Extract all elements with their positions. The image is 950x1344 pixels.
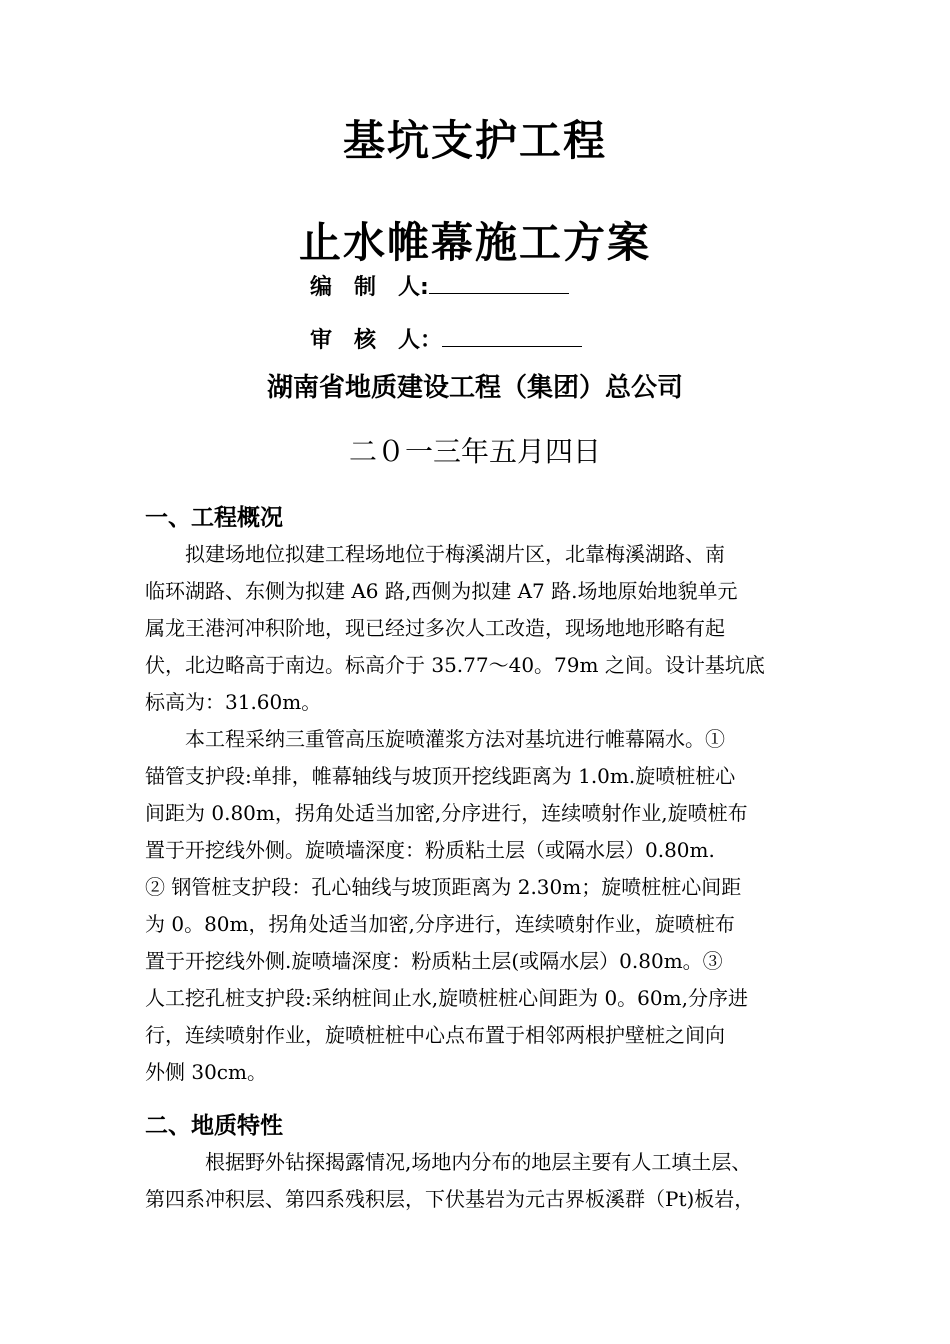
section-heading-geology: 二、地质特性 <box>145 1113 283 1139</box>
paragraph-line: 属龙王港河冲积阶地，现已经过多次人工改造，现场地地形略有起 <box>145 616 725 640</box>
paragraph-line: 置于开挖线外侧.旋喷墙深度：粉质粘土层(或隔水层）0.80m。③ <box>145 949 723 973</box>
reviewer-field <box>310 323 582 354</box>
reviewer-label: 审 核 人： <box>310 328 443 353</box>
document-title: 基坑支护工程 <box>342 116 607 165</box>
paragraph-line: 临环湖路、东侧为拟建 A6 路,西侧为拟建 A7 路.场地原始地貌单元 <box>145 579 738 603</box>
document-date: 二０一三年五月四日 <box>348 435 601 468</box>
compiler-label: 编 制 人: <box>310 275 429 300</box>
paragraph-line: 拟建场地位拟建工程场地位于梅溪湖片区，北靠梅溪湖路、南 <box>145 542 725 566</box>
paragraph-line: 锚管支护段:单排，帷幕轴线与坡顶开挖线距离为 1.0m.旋喷桩桩心 <box>145 764 736 788</box>
company-name: 湖南省地质建设工程（集团）总公司 <box>266 373 683 403</box>
section-heading-overview: 一、工程概况 <box>145 505 283 531</box>
paragraph-line: 间距为 0.80m，拐角处适当加密,分序进行，连续喷射作业,旋喷桩布 <box>145 801 748 825</box>
paragraph-line: 外侧 30cm。 <box>145 1060 267 1084</box>
paragraph-line: 行，连续喷射作业，旋喷桩桩中心点布置于相邻两根护壁桩之间向 <box>145 1023 725 1047</box>
compiler-field <box>310 270 569 301</box>
paragraph-line: 本工程采纳三重管高压旋喷灌浆方法对基坑进行帷幕隔水。① <box>145 727 725 751</box>
paragraph-line: 伏，北边略高于南边。标高介于 35.77～40。79m 之间。设计基坑底 <box>145 653 765 677</box>
paragraph-line: 标高为：31.60m。 <box>145 690 322 714</box>
paragraph-line: 人工挖孔桩支护段:采纳桩间止水,旋喷桩桩心间距为 0。60m,分序进 <box>145 986 748 1010</box>
paragraph-line: 第四系冲积层、第四系残积层，下伏基岩为元古界板溪群（Pt)板岩， <box>145 1187 755 1211</box>
document-subtitle: 止水帷幕施工方案 <box>298 218 651 267</box>
paragraph-line: 置于开挖线外侧。旋喷墙深度：粉质粘土层（或隔水层）0.80m. <box>145 838 715 862</box>
paragraph-line: 根据野外钻探揭露情况,场地内分布的地层主要有人工填土层、 <box>145 1150 752 1174</box>
compiler-blank <box>429 273 569 294</box>
paragraph-line: 为 0。80m，拐角处适当加密,分序进行，连续喷射作业，旋喷桩布 <box>145 912 735 936</box>
paragraph-line: ② 钢管桩支护段：孔心轴线与坡顶距离为 2.30m；旋喷桩桩心间距 <box>145 875 742 899</box>
reviewer-blank <box>442 326 582 347</box>
